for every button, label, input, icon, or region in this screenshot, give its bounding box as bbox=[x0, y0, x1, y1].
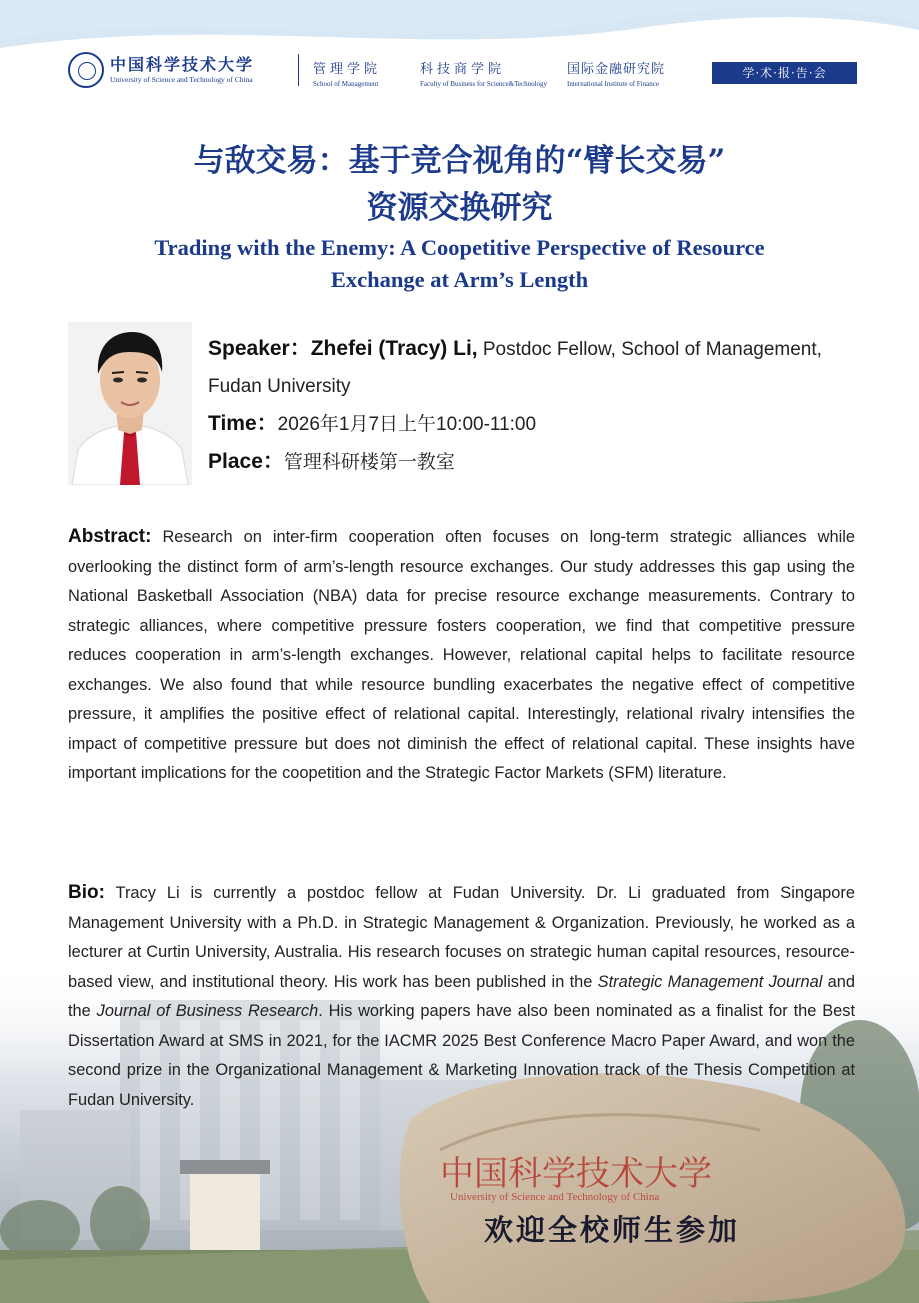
institute-business-science-tech: 科技商学院 Faculty of Business for Science&Technology bbox=[420, 62, 548, 88]
svg-text:University of Science and Tech: University of Science and Technology of China bbox=[450, 1191, 660, 1203]
time-line bbox=[208, 405, 848, 443]
place-value: 管理科研楼第一教室 bbox=[283, 452, 455, 473]
time-label: Time： bbox=[208, 412, 278, 435]
speaker-line bbox=[208, 330, 848, 405]
bio-section bbox=[68, 878, 855, 1115]
university-name-cn: 中国科学技术大学 bbox=[110, 55, 255, 74]
university-name-en: University of Science and Technology of China bbox=[110, 75, 253, 84]
time-value: 2026年1月7日上午10:00-11:00 bbox=[277, 414, 537, 435]
bio-label: Bio: bbox=[68, 882, 105, 903]
title-english: Trading with the Enemy: A Coopetitive Perspective of Resource Exchange at Arm’s Length bbox=[154, 235, 765, 292]
welcome-message: 欢迎全校师生参加 bbox=[484, 1213, 741, 1247]
speaker-label: Speaker： bbox=[208, 337, 311, 360]
abstract-text: Research on inter-firm cooperation often focuses on long-term strategic alliances while overlooking the distinct form of arm’s-length resource exchanges. Our study addresses this gap using the National Basketball Association (NBA) data for precise resource exchange measurements. Contrary to strategic alliances, where competitive pressure fosters cooperation, we find that competitive pressure reduces cooperation in arm’s-length exchanges. However, relational capital helps to facilitate resource exchanges. We also found that while resource bundling exacerbates the negative effect of competitive pressure, it amplifies the positive effect of relational capital. Interestingly, relational rivalry intensifies the impact of competitive pressure but does not diminish the effect of relational capital. These insights have important implications for the coopetition and the Strategic Factor Markets (SFM) literature. bbox=[68, 528, 855, 782]
place-label: Place： bbox=[208, 450, 284, 473]
abstract-section bbox=[68, 522, 855, 789]
institute-school-of-management: 管理学院 School of Management bbox=[313, 62, 382, 88]
institute-international-finance: 国际金融研究院 International Institute of Finance bbox=[567, 62, 666, 88]
bio-journal-1: Strategic Management Journal bbox=[597, 972, 823, 991]
university-seal-icon bbox=[68, 52, 104, 88]
speaker-photo bbox=[68, 322, 192, 485]
page-header bbox=[0, 44, 919, 94]
bio-text-1: Tracy Li is currently a postdoc fellow at Fudan University. Dr. Li graduated from Singapore Management University with a Ph.D. in Strategic Management & Organization. Previously, he worked as a lecturer at Curtin University, Australia. His research focuses on strategic human capital resources, resource-based view, and institutional theory. His work has been published in the bbox=[68, 884, 855, 991]
abstract-label: Abstract: bbox=[68, 526, 152, 547]
title-chinese: 与敌交易：基于竞合视角的“臂长交易” 资源交换研究 bbox=[193, 143, 726, 226]
speaker-name: Zhefei (Tracy) Li, bbox=[310, 337, 478, 360]
svg-text:中国科学技术大学: 中国科学技术大学 bbox=[440, 1154, 712, 1194]
seminar-badge: 学·术·报·告·会 bbox=[712, 62, 857, 84]
bio-text-2: and the bbox=[68, 972, 855, 1020]
bio-journal-2: Journal of Business Research bbox=[96, 1002, 319, 1020]
header-divider bbox=[298, 54, 299, 86]
event-info bbox=[208, 330, 848, 481]
bio-text-3: . His working papers have also been nominated as a finalist for the Best Dissertation Award at SMS in 2021, for the IACMR 2025 Best Conference Macro Paper Award, and won the second prize in the Organizational Management & Marketing Innovation track of the Thesis Competition at Fudan University. bbox=[68, 1002, 855, 1109]
speaker-affiliation: Postdoc Fellow, School of Management, Fudan University bbox=[208, 339, 822, 397]
place-line bbox=[208, 443, 848, 481]
